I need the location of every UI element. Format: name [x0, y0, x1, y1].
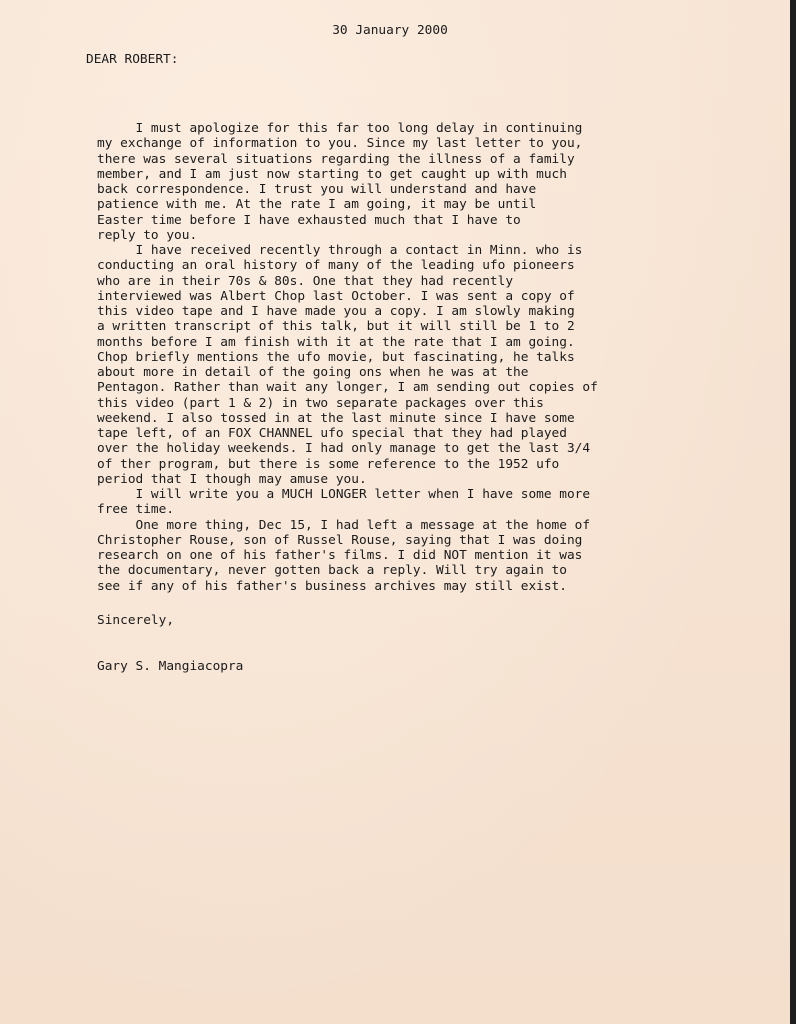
body-line: research on one of his father's films. I did NOT mention it was [97, 548, 583, 563]
body-line: patience with me. At the rate I am going, it may be until [97, 197, 537, 213]
body-line: period that I though may amuse you. [97, 471, 367, 487]
letter-date: 30 January 2000 [332, 23, 448, 38]
signature-name: Gary S. Mangiacopra [97, 659, 244, 674]
body-line: I will write you a MUCH LONGER letter when I have some more [97, 487, 591, 502]
body-line: tape left, of an FOX CHANNEL ufo special that they had played [97, 426, 567, 441]
body-line: reply to you. [97, 227, 198, 243]
body-line: the documentary, never gotten back a reply. Will try again to [97, 563, 567, 579]
body-line: this video tape and I have made you a copy. I am slowly making [97, 304, 575, 319]
body-line: see if any of his father's business archives may still exist. [97, 578, 567, 594]
salutation: DEAR ROBERT: [86, 52, 179, 67]
body-line: One more thing, Dec 15, I had left a message at the home of [97, 517, 591, 533]
body-line: member, and I am just now starting to get caught up with much [97, 166, 567, 182]
body-line: who are in their 70s & 80s. One that they had recently [97, 273, 514, 289]
page-edge-shadow [790, 0, 796, 1024]
body-line: free time. [97, 502, 175, 518]
body-line: months before I am finish with it at the rate that I am going. [97, 334, 575, 350]
body-line: back correspondence. I trust you will understand and have [97, 182, 537, 197]
closing: Sincerely, [97, 613, 175, 628]
body-line: I must apologize for this far too long delay in continuing [97, 121, 583, 136]
body-line: Chop briefly mentions the ufo movie, but fascinating, he talks [97, 349, 575, 365]
body-line: of ther program, but there is some reference to the 1952 ufo [97, 456, 560, 472]
body-line: Easter time before I have exhausted much that I have to [97, 212, 521, 228]
body-line: over the holiday weekends. I had only manage to get the last 3/4 [97, 441, 591, 457]
body-line: there was several situations regarding the illness of a family [97, 151, 575, 167]
body-line: my exchange of information to you. Since my last letter to you, [97, 136, 583, 152]
body-line: Christopher Rouse, son of Russel Rouse, saying that I was doing [97, 532, 583, 548]
body-line: about more in detail of the going ons when he was at the [97, 365, 529, 380]
body-line: weekend. I also tossed in at the last minute since I have some [97, 410, 575, 426]
body-line: I have received recently through a contact in Minn. who is [97, 243, 583, 258]
body-line: conducting an oral history of many of the leading ufo pioneers [97, 258, 575, 274]
body-line: a written transcript of this talk, but it will still be 1 to 2 [97, 319, 575, 335]
letter-body [97, 121, 757, 594]
body-line: this video (part 1 & 2) in two separate packages over this [97, 395, 544, 411]
body-line: Pentagon. Rather than wait any longer, I am sending out copies of [97, 380, 598, 396]
body-line: interviewed was Albert Chop last October. I was sent a copy of [97, 288, 575, 304]
